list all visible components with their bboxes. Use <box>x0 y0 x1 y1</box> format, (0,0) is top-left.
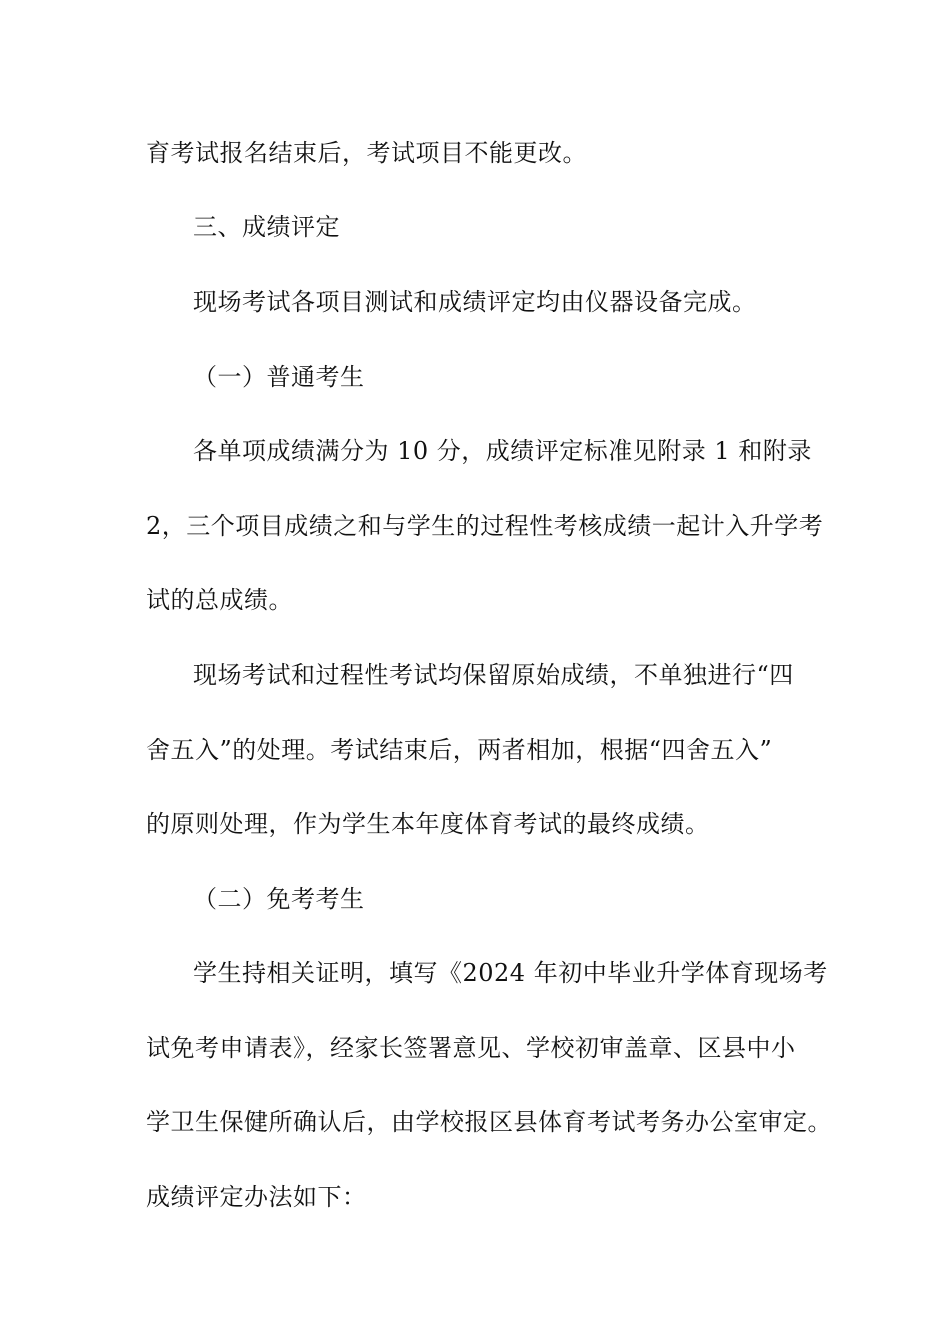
subsection-heading: （二）免考考生 <box>193 885 365 913</box>
paragraph-line: 学生持相关证明，填写《2024 年初中毕业升学体育现场考 <box>193 959 828 987</box>
paragraph-line: 现场考试和过程性考试均保留原始成绩，不单独进行“四 <box>193 661 794 689</box>
paragraph-line: 2，三个项目成绩之和与学生的过程性考核成绩一起计入升学考 <box>146 512 824 540</box>
paragraph-line: 成绩评定办法如下： <box>146 1183 367 1211</box>
paragraph-line: 试的总成绩。 <box>146 586 293 614</box>
paragraph-line: 舍五入”的处理。考试结束后，两者相加，根据“四舍五入” <box>146 736 773 764</box>
paragraph-line: 各单项成绩满分为 10 分，成绩评定标准见附录 1 和附录 <box>193 437 812 465</box>
paragraph-line: 现场考试各项目测试和成绩评定均由仪器设备完成。 <box>193 288 757 316</box>
section-heading: 三、成绩评定 <box>193 213 340 241</box>
paragraph-continuation: 育考试报名结束后，考试项目不能更改。 <box>146 139 587 167</box>
paragraph-line: 的原则处理，作为学生本年度体育考试的最终成绩。 <box>146 810 710 838</box>
subsection-heading: （一）普通考生 <box>193 363 365 391</box>
paragraph-line: 试免考申请表》，经家长签署意见、学校初审盖章、区县中小 <box>146 1034 796 1062</box>
paragraph-line: 学卫生保健所确认后，由学校报区县体育考试考务办公室审定。 <box>146 1108 832 1136</box>
